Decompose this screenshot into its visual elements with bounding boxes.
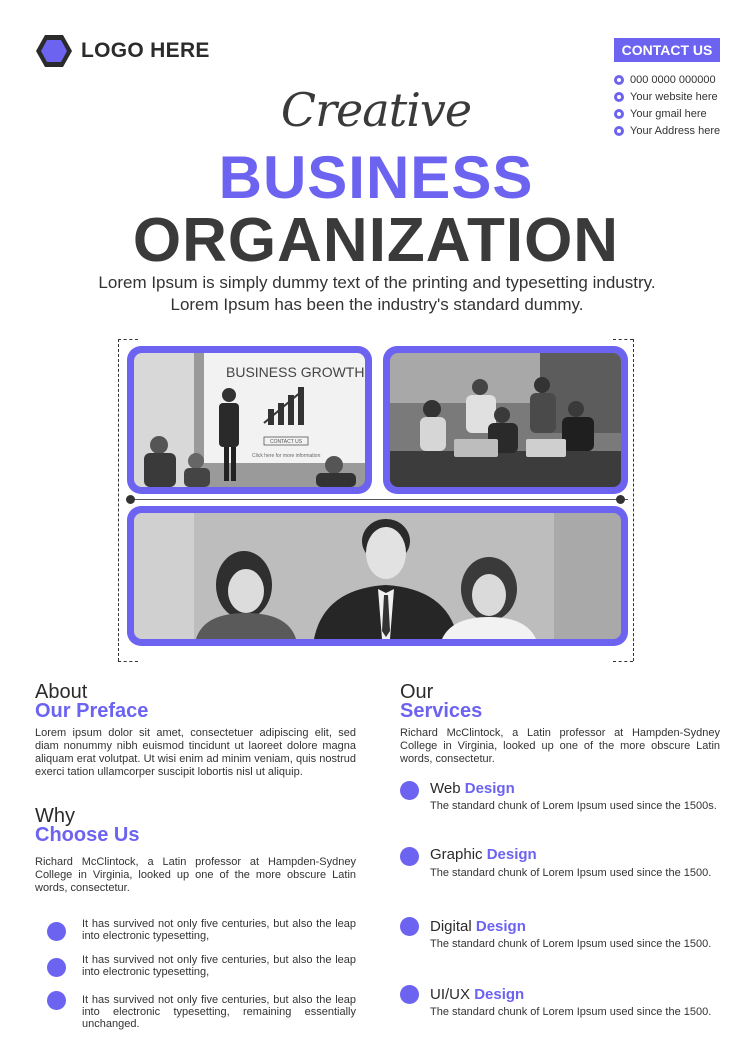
board-caption: Click here for more information xyxy=(252,453,321,459)
why-bullet-3: It has survived not only five centuries, but also the leap into electronic typesetting, remaining essentially unchanged. xyxy=(82,994,356,1030)
contact-website-text: Your website here xyxy=(630,90,718,103)
divider-line xyxy=(126,499,628,500)
contact-us-heading: CONTACT US xyxy=(614,38,720,62)
services-heading-light: Our xyxy=(400,681,434,703)
why-heading-bold: Choose Us xyxy=(35,824,140,846)
contact-address-text: Your Address here xyxy=(630,124,721,137)
why-text: Richard McClintock, a Latin professor at Hampden-Sydney College in Virginia, looked up one of the more obscure Latin words, consectetur. xyxy=(35,856,356,894)
contact-email-text: Your gmail here xyxy=(630,107,707,120)
team-meeting-image xyxy=(390,353,621,487)
service-title-digital-light: Digital xyxy=(430,918,472,935)
service-title-graphic-light: Graphic xyxy=(430,846,483,863)
service-desc-digital: The standard chunk of Lorem Ipsum used since the 1500. xyxy=(430,938,712,950)
service-title-graphic xyxy=(430,846,537,863)
board-title: BUSINESS GROWTH xyxy=(226,364,365,380)
why-bullet-2: It has survived not only five centuries, but also the leap into electronic typesetting, xyxy=(82,954,356,978)
service-title-uiux-bold: Design xyxy=(474,986,525,1003)
logo-text: LOGO HERE xyxy=(81,39,210,62)
service-title-web-light: Web xyxy=(430,780,461,797)
service-title-digital xyxy=(430,918,526,935)
services-heading-bold: Services xyxy=(400,700,483,722)
dashed-corner-tl xyxy=(118,339,138,340)
service-title-uiux-light: UI/UX xyxy=(430,986,471,1003)
dashed-corner-bl xyxy=(118,661,138,662)
divider-dot-left xyxy=(126,495,135,504)
service-title-web xyxy=(430,780,515,797)
team-portrait-image xyxy=(134,513,621,639)
service-title-graphic-bold: Design xyxy=(486,846,537,863)
service-desc-web: The standard chunk of Lorem Ipsum used since the 1500s. xyxy=(430,800,717,812)
intro-text: Lorem Ipsum is simply dummy text of the printing and typesetting industry. Lorem Ipsum has been the industry's standard dummy. xyxy=(98,273,656,314)
dashed-guide-right xyxy=(633,339,634,661)
photo-frame-team-meeting xyxy=(383,346,628,494)
photo-team-meeting xyxy=(390,353,621,487)
photo-frame-presentation xyxy=(127,346,372,494)
why-bullet-1: It has survived not only five centuries, but also the leap into electronic typesetting, xyxy=(82,918,356,942)
service-dot-digital xyxy=(400,917,419,936)
headline-business: BUSINESS xyxy=(218,144,534,211)
service-dot-graphic xyxy=(400,847,419,866)
dashed-guide-left xyxy=(118,339,119,661)
bullet-dot-2 xyxy=(47,958,66,977)
about-heading-light: About xyxy=(35,681,88,703)
contact-phone-text: 000 0000 000000 xyxy=(630,73,716,86)
about-text: Lorem ipsum dolor sit amet, consectetuer adipiscing elit, sed diam nonummy nibh euismod tincidunt ut laoreet dolore magna aliquam erat volutpat. Ut wisi enim ad minim veniam, quis nostrud exerci tation ullamcorper suscipit lobortis nisl ut aliquip. xyxy=(35,727,356,778)
bullet-dot-3 xyxy=(47,991,66,1010)
why-heading-light: Why xyxy=(35,805,75,827)
service-desc-graphic: The standard chunk of Lorem Ipsum used since the 1500. xyxy=(430,867,712,879)
headline-script: Creative xyxy=(280,83,472,137)
presentation-image xyxy=(134,353,365,487)
service-title-digital-bold: Design xyxy=(475,918,526,935)
service-title-uiux xyxy=(430,986,524,1003)
headline-organization: ORGANIZATION xyxy=(132,206,620,275)
bullet-dot-1 xyxy=(47,922,66,941)
logo xyxy=(35,33,210,69)
about-heading-bold: Our Preface xyxy=(35,700,149,722)
divider-dot-right xyxy=(616,495,625,504)
service-desc-uiux: The standard chunk of Lorem Ipsum used since the 1500. xyxy=(430,1006,712,1018)
dashed-corner-br xyxy=(613,661,633,662)
hexagon-logo-icon xyxy=(35,33,73,69)
services-text: Richard McClintock, a Latin professor at Hampden-Sydney College in Virginia, looked up one of the more obscure Latin words, consectetur. xyxy=(400,727,720,765)
dashed-corner-tr xyxy=(613,339,633,340)
photo-frame-team-portrait xyxy=(127,506,628,646)
service-dot-uiux xyxy=(400,985,419,1004)
photo-presentation xyxy=(134,353,365,487)
service-dot-web xyxy=(400,781,419,800)
service-title-web-bold: Design xyxy=(464,780,515,797)
photo-team-portrait xyxy=(134,513,621,639)
board-button: CONTACT US xyxy=(270,439,303,445)
